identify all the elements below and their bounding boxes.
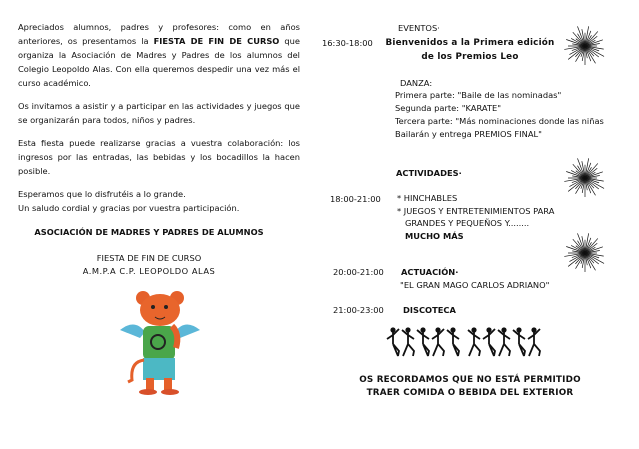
time-3: 20:00-21:00 [333,267,384,277]
dancer-figure [528,327,540,356]
tiger-mascot-icon [110,290,210,400]
discoteca-label: DISCOTECA [403,305,456,315]
danza-item: Tercera parte: "Más nominaciones donde las niñas [395,116,604,126]
intro-text [18,20,300,224]
firework-icon [560,227,610,275]
firework-icon [560,20,610,68]
dancer-figure [402,327,414,356]
actividad-item: MUCHO MÁS [405,231,464,242]
actividades-label: ACTIVIDADES· [396,168,462,178]
actuacion-label: ACTUACIÓN· [401,267,459,277]
association-heading: ASOCIACIÓN DE MADRES Y PADRES DE ALUMNOS [34,227,264,237]
dancer-figure [498,327,510,356]
dancer-figure [387,327,399,356]
dancer-figure [432,327,444,356]
dancer-figure [513,327,525,356]
danza-item: Segunda parte: "KARATE" [395,103,502,113]
dancer-figure [417,327,429,356]
collaboration-paragraph: Esta fiesta puede realizarse gracias a vuestra colaboración: los ingresos por las entradas, las bebidas y los bocadillos la hacen posible. [18,138,300,176]
dancer-figure [483,327,495,356]
actividad-item: GRANDES Y PEQUEÑOS Y........ [405,218,530,229]
intro-paragraph: Apreciados alumnos, padres y profesores: como en años anteriores, os presentamos la FIESTA DE FIN DE CURSO que organiza la Asociación de Madres y Padres de los alumnos del Colegio Leopoldo Alas. Con ella queremos despedir una vez más el curso académico. [18,22,300,88]
danza-list [395,89,604,141]
actividad-item: * JUEGOS Y ENTRETENIMIENTOS PARA [397,205,555,216]
actividades-list [397,192,554,243]
dancer-figure [447,327,459,356]
dancing-figures-icon [385,326,545,358]
invitation-paragraph: Os invitamos a asistir y a participar en las actividades y juegos que se organizarán para todos, niños y padres. [18,101,300,125]
welcome-line-1: Bienvenidos a la Primera edición [385,38,555,48]
danza-item: Bailarán y entrega PREMIOS FINAL" [395,129,542,139]
notice-line-2: TRAER COMIDA O BEBIDA DEL EXTERIOR [366,388,574,398]
time-2: 18:00-21:00 [330,194,381,204]
firework-icon [560,152,610,200]
time-1: 16:30-18:00 [322,38,373,48]
dancer-figure [468,327,480,356]
notice-line-1: OS RECORDAMOS QUE NO ESTÁ PERMITIDO [359,375,581,385]
eventos-label: EVENTOS· [398,23,440,33]
actividad-item: * HINCHABLES [397,193,458,203]
danza-item: Primera parte: "Baile de las nominadas" [395,90,562,100]
event-name: FIESTA DE FIN DE CURSO [96,253,202,263]
welcome-line-2: de los Premios Leo [421,52,519,62]
time-4: 21:00-23:00 [333,305,384,315]
danza-label: DANZA: [400,78,433,88]
closing-paragraph: Esperamos que lo disfrutéis a lo grande. Un saludo cordial y gracias por vuestra participación. [18,189,240,213]
school-name: A.M.P.A C.P. LEOPOLDO ALAS [82,266,216,276]
actuacion-detail: "EL GRAN MAGO CARLOS ADRIANO" [400,280,550,290]
